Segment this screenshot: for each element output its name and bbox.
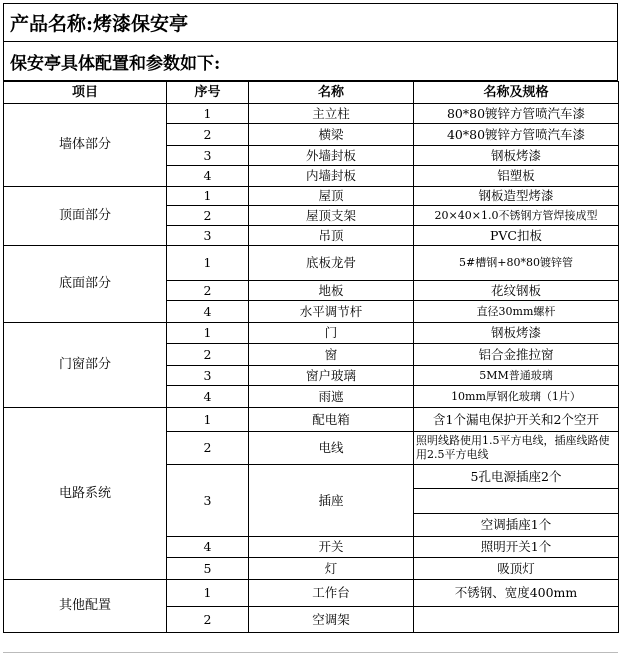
- row-no: 4: [167, 537, 249, 558]
- row-no: 1: [167, 246, 249, 281]
- row-name: 配电箱: [249, 408, 414, 432]
- category-door-window: 门窗部分: [4, 323, 167, 408]
- row-name: 水平调节杆: [249, 301, 414, 323]
- category-floor: 底面部分: [4, 246, 167, 323]
- row-name: 屋顶支架: [249, 206, 414, 226]
- category-roof: 顶面部分: [4, 187, 167, 246]
- row-spec: 不锈钢、宽度400mm: [414, 580, 619, 607]
- row-name: 插座: [249, 465, 414, 537]
- row-no: 1: [167, 187, 249, 206]
- row-no: 3: [167, 226, 249, 246]
- row-no: 3: [167, 366, 249, 386]
- row-no: 1: [167, 580, 249, 607]
- row-no: 2: [167, 124, 249, 146]
- config-table: [3, 81, 619, 633]
- row-name: 空调架: [249, 607, 414, 633]
- row-no: 4: [167, 386, 249, 408]
- row-spec-line: [414, 489, 619, 514]
- row-spec: 钢板烤漆: [414, 146, 619, 166]
- row-name: 门: [249, 323, 414, 344]
- row-no: 1: [167, 408, 249, 432]
- row-name: 电线: [249, 432, 414, 465]
- row-spec: 直径30mm螺杆: [414, 301, 619, 323]
- header-spec: 名称及规格: [414, 82, 619, 104]
- row-spec: 照明开关1个: [414, 537, 619, 558]
- row-spec: 铝合金推拉窗: [414, 344, 619, 366]
- category-other: 其他配置: [4, 580, 167, 633]
- row-no: 4: [167, 166, 249, 187]
- row-name: 底板龙骨: [249, 246, 414, 281]
- row-spec: 40*80镀锌方管喷汽车漆: [414, 124, 619, 146]
- row-name: 窗户玻璃: [249, 366, 414, 386]
- row-no: 1: [167, 323, 249, 344]
- row-spec-line: 5孔电源插座2个: [414, 465, 619, 489]
- row-spec: 钢板造型烤漆: [414, 187, 619, 206]
- row-name: 内墙封板: [249, 166, 414, 187]
- header-project: 项目: [4, 82, 167, 104]
- row-spec-line: 空调插座1个: [414, 514, 619, 537]
- row-spec: 照明线路使用1.5平方电线，插座线路使用2.5平方电线: [414, 432, 619, 465]
- category-electrical: 电路系统: [4, 408, 167, 580]
- row-no: 2: [167, 344, 249, 366]
- row-no: 2: [167, 432, 249, 465]
- row-name: 雨遮: [249, 386, 414, 408]
- row-name: 工作台: [249, 580, 414, 607]
- category-wall: 墙体部分: [4, 104, 167, 187]
- header-name: 名称: [249, 82, 414, 104]
- row-name: 屋顶: [249, 187, 414, 206]
- page-edge-divider: [3, 652, 618, 653]
- config-title: 保安亭具体配置和参数如下:: [3, 41, 618, 81]
- row-spec: 20×40×1.0不锈钢方管焊接成型: [414, 206, 619, 226]
- spec-sheet: [3, 3, 618, 633]
- row-spec: 10mm厚钢化玻璃（1片）: [414, 386, 619, 408]
- row-spec: 铝塑板: [414, 166, 619, 187]
- row-no: 1: [167, 104, 249, 124]
- row-no: 3: [167, 465, 249, 537]
- row-no: 3: [167, 146, 249, 166]
- row-name: 吊顶: [249, 226, 414, 246]
- row-name: 主立柱: [249, 104, 414, 124]
- row-name: 窗: [249, 344, 414, 366]
- row-spec: 5MM普通玻璃: [414, 366, 619, 386]
- row-name: 地板: [249, 281, 414, 301]
- row-name: 开关: [249, 537, 414, 558]
- row-spec: PVC扣板: [414, 226, 619, 246]
- row-spec: 花纹钢板: [414, 281, 619, 301]
- row-no: 5: [167, 558, 249, 580]
- header-no: 序号: [167, 82, 249, 104]
- row-no: 2: [167, 281, 249, 301]
- row-spec: 吸顶灯: [414, 558, 619, 580]
- row-spec: 含1个漏电保护开关和2个空开: [414, 408, 619, 432]
- row-no: 2: [167, 607, 249, 633]
- row-name: 灯: [249, 558, 414, 580]
- row-name: 外墙封板: [249, 146, 414, 166]
- row-no: 4: [167, 301, 249, 323]
- row-no: 2: [167, 206, 249, 226]
- row-spec: [414, 607, 619, 633]
- row-spec: 钢板烤漆: [414, 323, 619, 344]
- row-spec: 5#槽钢+80*80镀锌管: [414, 246, 619, 281]
- row-spec: 80*80镀锌方管喷汽车漆: [414, 104, 619, 124]
- product-title: 产品名称:烤漆保安亭: [3, 3, 618, 41]
- row-name: 横梁: [249, 124, 414, 146]
